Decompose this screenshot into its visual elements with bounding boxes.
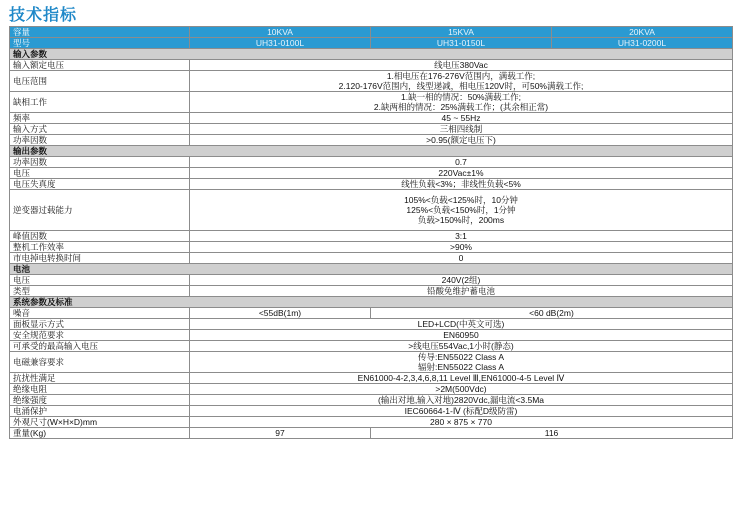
row-value: 线性负载<3%；非线性负载<5% xyxy=(190,179,733,190)
row-label: 功率因数 xyxy=(10,157,190,168)
row-label: 峰值因数 xyxy=(10,231,190,242)
row-value: 铅酸免维护蓄电池 xyxy=(190,286,733,297)
row-value: (输出对地,输入对地)2820Vdc,漏电流<3.5Ma xyxy=(190,395,733,406)
row-label: 绝缘电阻 xyxy=(10,384,190,395)
row-label: 类型 xyxy=(10,286,190,297)
section-title: 输出参数 xyxy=(10,146,733,157)
row-label: 逆变器过载能力 xyxy=(10,190,190,231)
table-row xyxy=(10,352,733,373)
row-value: 240V(2组) xyxy=(190,275,733,286)
capacity-label: 容量 xyxy=(10,27,190,38)
table-row xyxy=(10,286,733,297)
table-row xyxy=(10,253,733,264)
model-0200l: UH31-0200L xyxy=(552,38,733,49)
section-title: 电池 xyxy=(10,264,733,275)
capacity-20kva: 20KVA xyxy=(552,27,733,38)
model-0150l: UH31-0150L xyxy=(371,38,552,49)
table-row xyxy=(10,60,733,71)
row-label: 面板显示方式 xyxy=(10,319,190,330)
row-value: 45 ~ 55Hz xyxy=(190,113,733,124)
section-battery xyxy=(10,264,733,275)
section-title: 输入参数 xyxy=(10,49,733,60)
row-value: >90% xyxy=(190,242,733,253)
row-label: 电涌保护 xyxy=(10,406,190,417)
row-label: 抗扰性满足 xyxy=(10,373,190,384)
value-line: 125%<负载<150%时，1分钟 xyxy=(406,205,516,215)
row-value: 0 xyxy=(190,253,733,264)
row-label: 整机工作效率 xyxy=(10,242,190,253)
row-value-15-20kva: <60 dB(2m) xyxy=(371,308,733,319)
row-value: LED+LCD(中英文可选) xyxy=(190,319,733,330)
table-row xyxy=(10,190,733,231)
value-line: 105%<负载<125%时，10分钟 xyxy=(404,195,518,205)
table-row xyxy=(10,330,733,341)
table-row xyxy=(10,157,733,168)
row-label: 可承受的最高输入电压 xyxy=(10,341,190,352)
table-row xyxy=(10,275,733,286)
row-value: 220Vac±1% xyxy=(190,168,733,179)
row-value: 线电压380Vac xyxy=(190,60,733,71)
row-label: 电压范围 xyxy=(10,71,190,92)
table-row xyxy=(10,242,733,253)
row-label: 频率 xyxy=(10,113,190,124)
row-label: 电磁兼容要求 xyxy=(10,352,190,373)
row-label: 外观尺寸(W×H×D)mm xyxy=(10,417,190,428)
table-row xyxy=(10,406,733,417)
model-0100l: UH31-0100L xyxy=(190,38,371,49)
row-value: 三相四线制 xyxy=(190,124,733,135)
value-line: 2.缺两相的情况：25%满载工作；(其余相正常) xyxy=(373,102,549,112)
row-label: 功率因数 xyxy=(10,135,190,146)
row-label: 输入方式 xyxy=(10,124,190,135)
section-output xyxy=(10,146,733,157)
table-row xyxy=(10,71,733,92)
section-system xyxy=(10,297,733,308)
table-row xyxy=(10,319,733,330)
row-value-10kva: 97 xyxy=(190,428,371,439)
row-value-15-20kva: 116 xyxy=(371,428,733,439)
table-row xyxy=(10,113,733,124)
row-value xyxy=(190,71,733,92)
row-value: IEC60664-1-Ⅳ (标配D级防雷) xyxy=(190,406,733,417)
row-value: EN60950 xyxy=(190,330,733,341)
table-row xyxy=(10,384,733,395)
row-label: 电压 xyxy=(10,275,190,286)
table-row xyxy=(10,168,733,179)
row-value: >0.95(额定电压下) xyxy=(190,135,733,146)
table-row xyxy=(10,92,733,113)
table-row xyxy=(10,417,733,428)
table-row xyxy=(10,341,733,352)
section-input xyxy=(10,49,733,60)
value-line: 传导:EN55022 Class A xyxy=(418,352,504,362)
table-row xyxy=(10,373,733,384)
row-label: 噪音 xyxy=(10,308,190,319)
row-label: 绝缘强度 xyxy=(10,395,190,406)
row-value xyxy=(190,92,733,113)
table-row xyxy=(10,124,733,135)
value-line: 辐射:EN55022 Class A xyxy=(418,362,504,372)
spec-table xyxy=(9,26,733,439)
row-value: 280 × 875 × 770 xyxy=(190,417,733,428)
table-row xyxy=(10,231,733,242)
table-row xyxy=(10,179,733,190)
row-value xyxy=(190,190,733,231)
value-line: 1.缺一相的情况：50%满载工作; xyxy=(401,92,521,102)
row-label: 安全规范要求 xyxy=(10,330,190,341)
page-title: 技术指标 xyxy=(9,7,78,24)
row-label: 输入额定电压 xyxy=(10,60,190,71)
row-label: 电压失真度 xyxy=(10,179,190,190)
header-row-capacity xyxy=(10,27,733,38)
row-label: 缺相工作 xyxy=(10,92,190,113)
row-value: >2M(500Vdc) xyxy=(190,384,733,395)
value-line: 2.120-176V范围内，线型递减，相电压120V时，可50%满载工作; xyxy=(338,81,584,91)
table-row xyxy=(10,135,733,146)
row-value: 3:1 xyxy=(190,231,733,242)
value-line: 负载>150%时，200ms xyxy=(417,215,505,225)
table-row xyxy=(10,395,733,406)
row-value: 0.7 xyxy=(190,157,733,168)
capacity-15kva: 15KVA xyxy=(371,27,552,38)
section-title: 系统参数及标准 xyxy=(10,297,733,308)
value-line: 1.相电压在176-276V范围内，满载工作; xyxy=(386,71,536,81)
capacity-10kva: 10KVA xyxy=(190,27,371,38)
table-row xyxy=(10,428,733,439)
model-label: 型号 xyxy=(10,38,190,49)
table-row xyxy=(10,308,733,319)
row-label: 电压 xyxy=(10,168,190,179)
header-row-model xyxy=(10,38,733,49)
row-value xyxy=(190,352,733,373)
row-label: 市电掉电转换时间 xyxy=(10,253,190,264)
row-value: >线电压554Vac,1小时(静态) xyxy=(190,341,733,352)
row-value: EN61000-4-2,3,4,6,8,11 Level Ⅲ,EN61000-4-5 Level Ⅳ xyxy=(190,373,733,384)
row-label: 重量(Kg) xyxy=(10,428,190,439)
row-value-10kva: <55dB(1m) xyxy=(190,308,371,319)
